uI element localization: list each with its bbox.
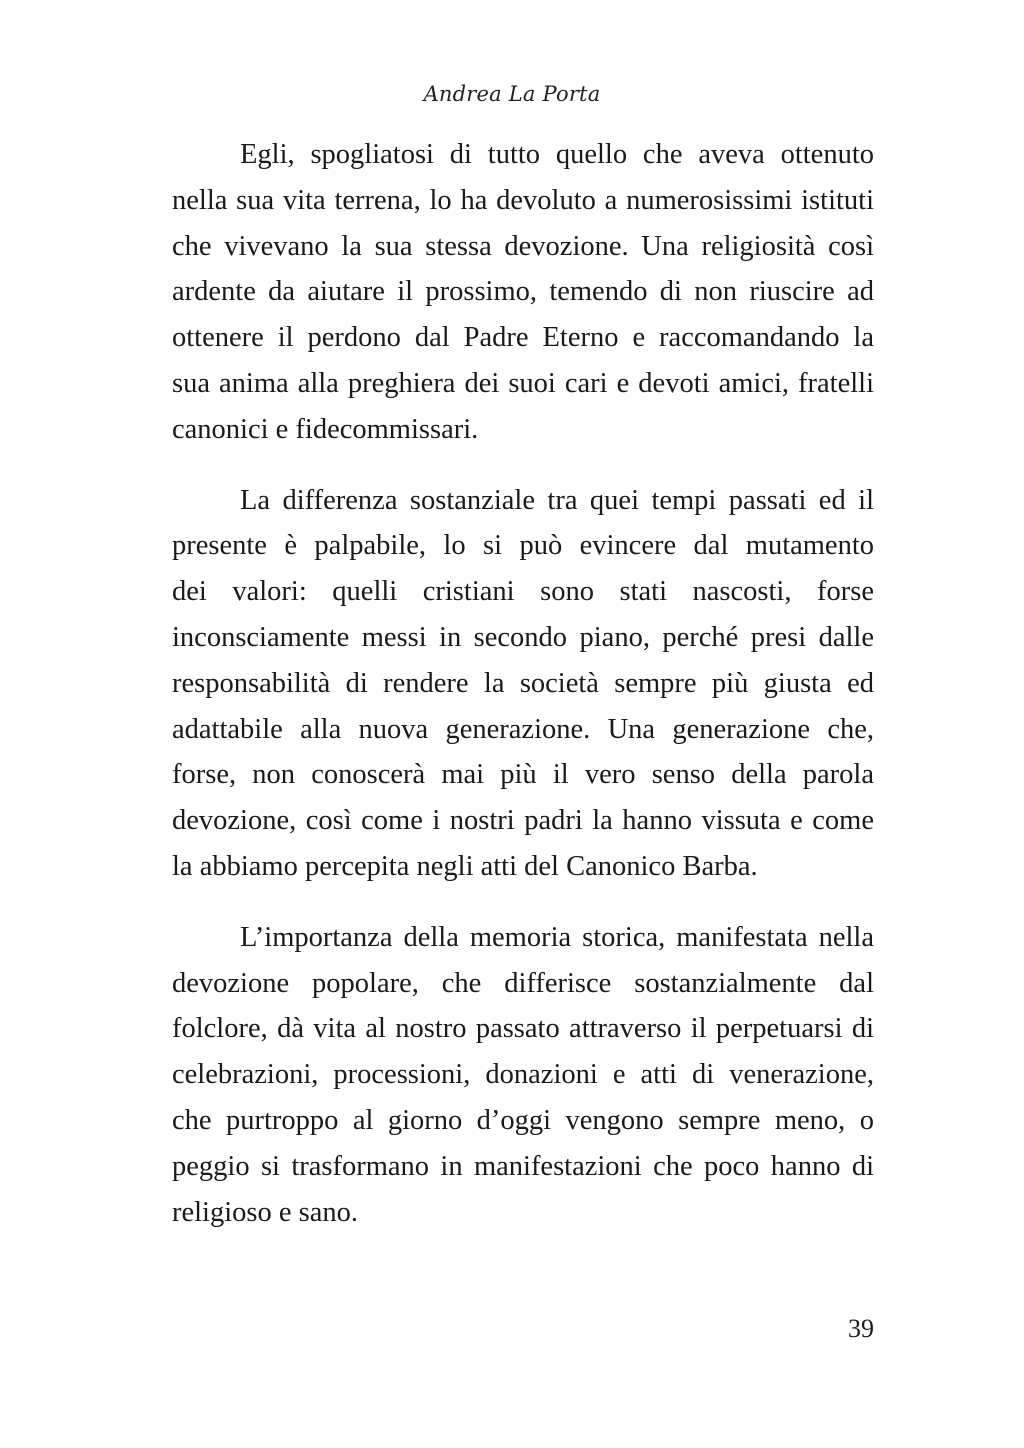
paragraph: [172, 915, 874, 1236]
text-line: dei valori: quelli cristiani sono stati nascosti, forse: [172, 576, 874, 608]
text-line: canonici e fidecommissari.: [172, 413, 479, 445]
text-line: responsabilità di rendere la società sempre più giusta ed: [172, 667, 874, 699]
text-line: celebrazioni, processioni, donazioni e atti di venerazione,: [172, 1059, 874, 1091]
text-line: la abbiamo percepita negli atti del Canonico Barba.: [172, 850, 758, 882]
text-line: devozione popolare, che differisce sostanzialmente dal: [172, 967, 874, 999]
text-line: inconsciamente messi in secondo piano, perché presi dalle: [172, 621, 874, 653]
paragraph: [172, 132, 874, 453]
text-line: sua anima alla preghiera dei suoi cari e devoti amici, fratelli: [172, 367, 874, 399]
text-line: che vivevano la sua stessa devozione. Una religiosità così: [172, 230, 874, 262]
text-line: forse, non conoscerà mai più il vero senso della parola: [172, 759, 874, 791]
page-number: 39: [848, 1314, 874, 1343]
text-line: ottenere il perdono dal Padre Eterno e raccomandando la: [172, 322, 874, 354]
text-line: peggio si trasformano in manifestazioni che poco hanno di: [172, 1150, 874, 1182]
running-header: Andrea La Porta: [423, 82, 601, 106]
body-text: [172, 132, 874, 1260]
text-line: La differenza sostanziale tra quei tempi passati ed il: [240, 484, 874, 516]
text-line: che purtroppo al giorno d’oggi vengono sempre meno, o: [172, 1104, 874, 1136]
paragraph: [172, 478, 874, 890]
text-line: folclore, dà vita al nostro passato attraverso il perpetuarsi di: [172, 1013, 874, 1045]
text-line: religioso e sano.: [172, 1196, 359, 1228]
text-line: presente è palpabile, lo si può evincere dal mutamento: [172, 530, 874, 562]
text-line: ardente da aiutare il prossimo, temendo di non riuscire ad: [172, 276, 874, 308]
text-line: nella sua vita terrena, lo ha devoluto a numerosissimi istituti: [172, 184, 874, 216]
text-line: L’importanza della memoria storica, manifestata nella: [240, 921, 874, 953]
text-line: adattabile alla nuova generazione. Una generazione che,: [172, 713, 874, 745]
text-line: devozione, così come i nostri padri la hanno vissuta e come: [172, 805, 874, 837]
text-line: Egli, spogliatosi di tutto quello che aveva ottenuto: [240, 139, 874, 170]
